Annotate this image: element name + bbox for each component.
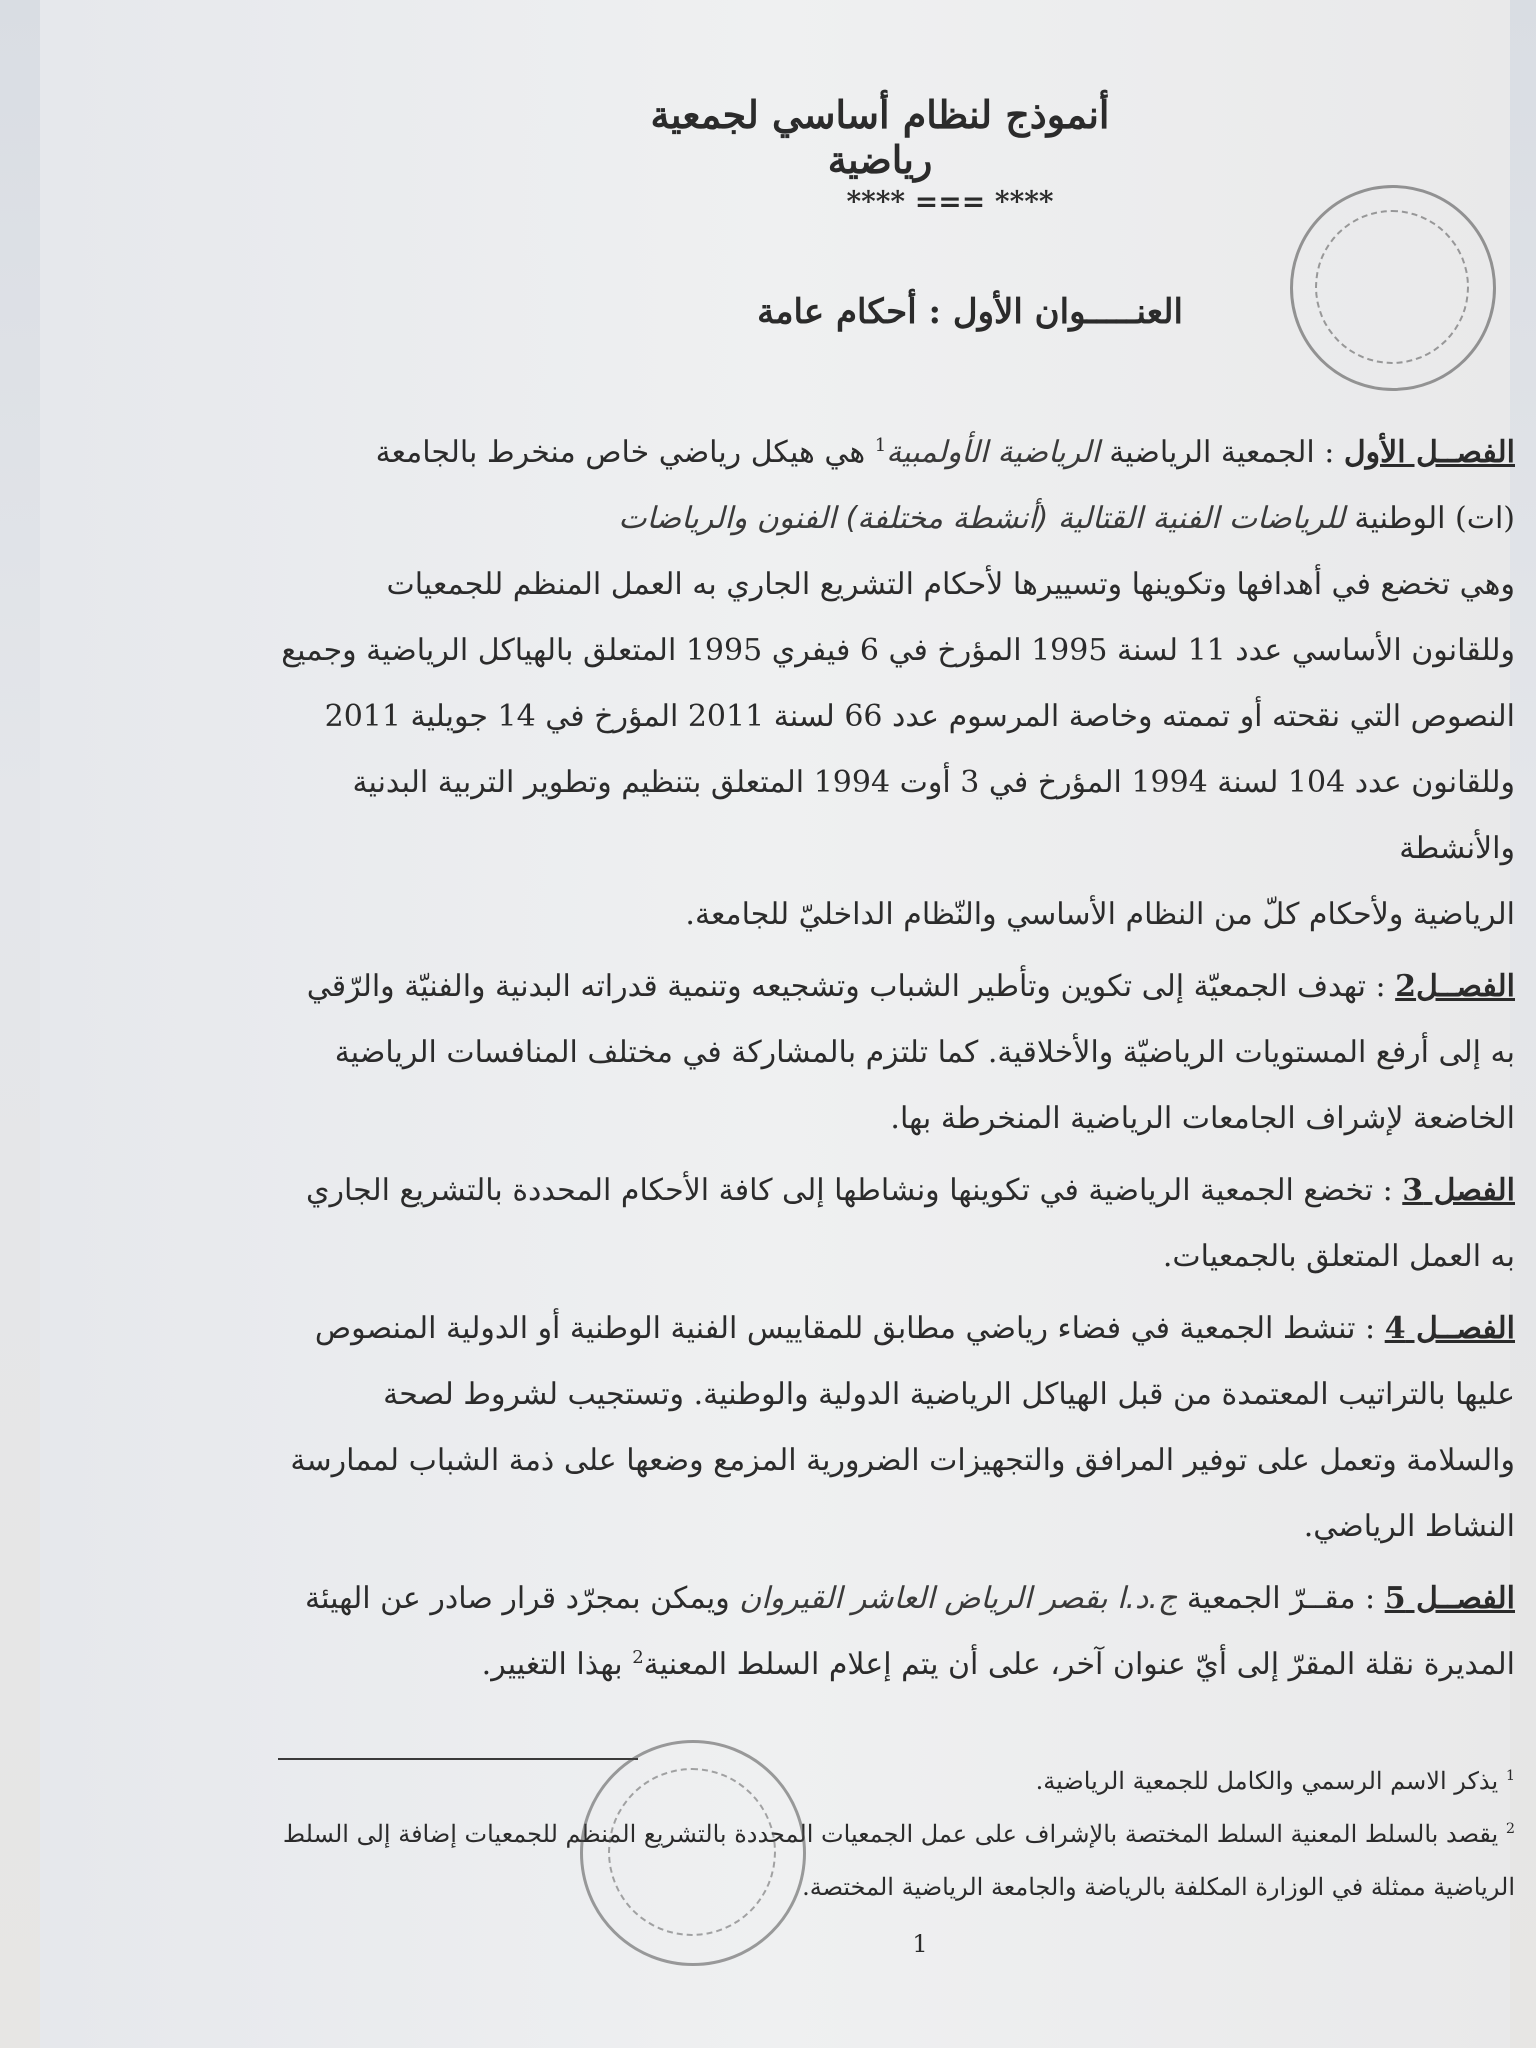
article-1-label: الفصــل الأول xyxy=(1343,435,1515,470)
document-body xyxy=(275,420,1515,1704)
article-1-handwritten-name: الرياضية الأولمبية xyxy=(886,435,1100,470)
document-title: أنموذج لنظام أساسي لجمعية رياضية xyxy=(650,92,1110,182)
article-4-text: : تنشط الجمعية في فضاء رياضي مطابق للمقاييس الفنية الوطنية أو الدولية المنصوص عليها بالتراتيب المعتمدة من قبل الهياكل الرياضية الدولية والوطنية. وتستجيب لشروط لصحة والسلامة وتعمل على توفير المرافق والتجهيزات الضرورية المزمع وضعها على ذمة الشباب لممارسة النشاط الرياضي. xyxy=(290,1311,1515,1544)
article-1-line4: وللقانون الأساسي عدد 11 لسنة 1995 المؤرخ في 6 فيفري 1995 المتعلق بالهياكل الرياضية وجميع xyxy=(281,633,1515,668)
article-1-line3: وهي تخضع في أهدافها وتكوينها وتسييرها لأحكام التشريع الجاري به العمل المنظم للجمعيات xyxy=(386,567,1515,602)
article-5-handwritten-address: ج.د.ا بقصر الرياض العاشر القيروان xyxy=(739,1581,1178,1616)
article-2-label: الفصــل2 xyxy=(1395,969,1515,1004)
title-separator: **** === **** xyxy=(846,185,1054,218)
footnote-1: $^1$ يذكر الاسم الرسمي والكامل للجمعية الرياضية. xyxy=(1035,1767,1515,1795)
article-1-line5: النصوص التي نقحته أو تممته وخاصة المرسوم عدد 66 لسنة 2011 المؤرخ في 14 جويلية 2011 xyxy=(324,699,1515,734)
article-1-line6: وللقانون عدد 104 لسنة 1994 المؤرخ في 3 أوت 1994 المتعلق بتنظيم وتطوير التربية البدنية والأنشطة xyxy=(352,765,1515,866)
footnote-2-text: يقصد بالسلط المعنية السلط المختصة بالإشراف على عمل الجمعيات المحددة بالتشريع المنظم للجمعيات إضافة إلى السلط الرياضية ممثلة في الوزارة المكلفة بالرياضة والجامعة الرياضية المختصة. xyxy=(282,1819,1515,1901)
footnote-2: $^2$ يقصد بالسلط المعنية السلط المختصة بالإشراف على عمل الجمعيات المحددة بالتشريع المنظم للجمعيات إضافة إلى السلط الرياضية ممثلة في الوزارة المكلفة بالرياضة والجامعة الرياضية المختصة. xyxy=(282,1819,1515,1901)
article-1-text-b: هي هيكل رياضي خاص منخرط بالجامعة xyxy=(375,435,875,470)
article-5-text-b: ويمكن بمجرّد قرار صادر عن الهيئة المديرة نقلة المقرّ إلى أيّ عنوان آخر، على أن يتم إعلام السلط المعنية xyxy=(305,1581,1515,1682)
footnotes xyxy=(275,1755,1515,1913)
document-sheet xyxy=(40,0,1515,2048)
article-3 xyxy=(275,1158,1515,1290)
article-4-label: الفصــل 4 xyxy=(1384,1311,1515,1346)
official-stamp-top xyxy=(1290,185,1496,391)
article-1-handwritten-federation: للرياضات الفنية القتالية (أنشطة مختلفة) الفنون والرياضات xyxy=(618,501,1345,536)
article-1: الفصــل الأول : الجمعية الرياضية الرياضية الأولمبية$^1$ هي هيكل رياضي خاص منخرط بالجامعة (ات) الوطنية للرياضات الفنية القتالية (أنشطة مختلفة) الفنون والرياضات وهي تخضع في أهدافها وتكوينها وتسييرها لأحكام التشريع الجاري به العمل المنظم للجمعيات وللقانون الأساسي عدد 11 لسنة 1995 المؤرخ في 6 فيفري 1995 المتعلق بالهياكل الرياضية وجميع النصوص التي نقحته أو تممته وخاصة المرسوم عدد 66 لسنة 2011 المؤرخ في 14 جويلية 2011 وللقانون عدد 104 لسنة 1994 المؤرخ في 3 أوت 1994 المتعلق بتنظيم وتطوير التربية البدنية والأنشطة الرياضية ولأحكام كلّ من النظام الأساسي والنّظام الداخليّ للجامعة. xyxy=(281,435,1515,932)
article-5-text-c: بهذا التغيير. xyxy=(481,1647,633,1682)
article-5-text-a: : مقــرّ الجمعية xyxy=(1177,1581,1385,1616)
section-heading: العنـــــوان الأول : أحكام عامة xyxy=(757,292,1183,332)
article-3-text: : تخضع الجمعية الرياضية في تكوينها ونشاطها إلى كافة الأحكام المحددة بالتشريع الجاري به العمل المتعلق بالجمعيات. xyxy=(305,1173,1515,1274)
article-1-line2: (ات) الوطنية xyxy=(1344,501,1515,536)
article-2-text: : تهدف الجمعيّة إلى تكوين وتأطير الشباب وتشجيعه وتنمية قدراته البدنية والفنيّة والرّقي به إلى أرفع المستويات الرياضيّة والأخلاقية. كما تلتزم بالمشاركة في مختلف المنافسات الرياضية الخاضعة لإشراف الجامعات الرياضية المنخرطة بها. xyxy=(306,969,1515,1136)
article-1-text-a: : الجمعية الرياضية xyxy=(1099,435,1344,470)
article-5: الفصــل 5 : مقــرّ الجمعية ج.د.ا بقصر الرياض العاشر القيروان ويمكن بمجرّد قرار صادر عن الهيئة المديرة نقلة المقرّ إلى أيّ عنوان آخر، على أن يتم إعلام السلط المعنية$^2$ بهذا التغيير. xyxy=(305,1581,1515,1682)
article-1-line7: الرياضية ولأحكام كلّ من النظام الأساسي والنّظام الداخليّ للجامعة. xyxy=(685,897,1515,932)
article-3-label: الفصل 3 xyxy=(1402,1173,1515,1208)
article-5-label: الفصــل 5 xyxy=(1384,1581,1515,1616)
official-stamp-bottom xyxy=(580,1740,806,1966)
article-4 xyxy=(275,1296,1515,1560)
footnote-1-text: يذكر الاسم الرسمي والكامل للجمعية الرياضية. xyxy=(1035,1767,1499,1795)
page-number: 1 xyxy=(912,1930,928,1958)
article-2 xyxy=(275,954,1515,1152)
